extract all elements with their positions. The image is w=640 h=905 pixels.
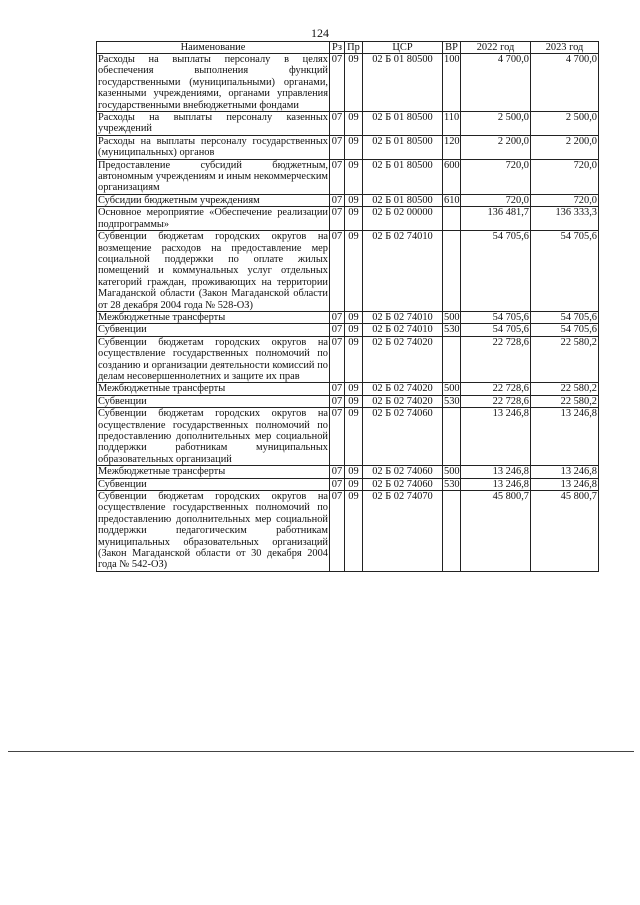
row-pr: 09 [345,135,363,159]
header-2022: 2022 год [461,42,531,54]
row-vr: 100 [443,54,461,112]
row-vr: 500 [444,311,460,323]
row-pr: 09 [345,383,363,395]
footer-divider [8,751,634,752]
row-vr: 500 [444,383,460,395]
header-name: Наименование [97,42,330,54]
row-amount-2023: 22 580,2 [531,395,599,407]
row-amount-2023: 22 580,2 [531,336,599,383]
row-name: Субвенции бюджетам городских округов на осуществление государственных полномочий по предоставлению дополнительных мер социальной поддержки работникам муниципальных образовательных организаций [98,408,328,465]
row-name: Межбюджетные трансферты [97,383,330,395]
row-pr: 09 [345,207,363,231]
row-pr: 09 [345,478,363,490]
row-vr [443,491,461,572]
row-rz: 07 [330,54,345,112]
row-vr: 110 [443,112,461,136]
row-amount-2023: 2 200,0 [531,135,599,159]
header-vr: ВР [443,42,461,54]
table-row [97,478,599,490]
row-rz: 07 [330,112,345,136]
row-rz: 07 [330,135,345,159]
row-amount-2022: 13 246,8 [461,478,531,490]
row-csr: 02 Б 02 74020 [363,395,443,407]
row-rz: 07 [330,408,345,466]
header-pr: Пр [345,42,363,54]
row-amount-2023: 4 700,0 [531,54,599,112]
header-rz: Рз [330,42,345,54]
row-pr: 09 [345,112,363,136]
row-pr: 09 [345,408,363,466]
row-amount-2022: 54 705,6 [461,231,531,312]
row-amount-2022: 22 728,6 [461,395,531,407]
row-name: Субвенции бюджетам городских округов на осуществление государственных полномочий по предоставлению дополнительных мер социальной поддержки педагогическим работникам муниципальных образовательных организаций (Закон Магаданской области от 30 декабря 2004 года № 542-ОЗ) [98,491,328,571]
row-rz: 07 [330,194,345,206]
row-name: Расходы на выплаты персоналу государственных (муниципальных) органов [98,135,328,159]
row-pr: 09 [345,324,363,336]
row-vr: 530 [444,395,460,407]
row-vr: 530 [444,478,460,490]
row-vr [443,231,461,312]
row-amount-2023: 13 246,8 [531,466,599,478]
row-csr: 02 Б 02 74010 [363,231,443,312]
row-vr [443,408,461,466]
row-csr: 02 Б 02 74010 [363,311,443,323]
budget-table [96,41,599,572]
row-rz: 07 [330,478,345,490]
row-amount-2022: 13 246,8 [461,408,531,466]
row-csr: 02 Б 01 80500 [363,135,443,159]
row-pr: 09 [345,466,363,478]
row-amount-2023: 13 246,8 [531,408,599,466]
row-csr: 02 Б 02 74010 [363,324,443,336]
table-header-row [97,42,599,54]
header-2023: 2023 год [531,42,599,54]
table-row [97,54,599,112]
row-amount-2023: 54 705,6 [531,231,599,312]
row-pr: 09 [345,159,363,194]
row-amount-2023: 45 800,7 [531,491,599,572]
row-vr: 500 [444,466,460,478]
row-amount-2023: 13 246,8 [531,478,599,490]
row-vr: 600 [443,159,461,194]
row-pr: 09 [345,231,363,312]
table-row [97,324,599,336]
table-row [97,466,599,478]
row-amount-2022: 45 800,7 [461,491,531,572]
row-csr: 02 Б 01 80500 [363,194,443,206]
row-csr: 02 Б 01 80500 [363,54,443,112]
row-csr: 02 Б 02 74070 [363,491,443,572]
row-amount-2022: 54 705,6 [461,311,531,323]
table-row [97,336,599,383]
row-amount-2023: 720,0 [531,159,599,194]
row-rz: 07 [330,207,345,231]
row-name: Субсидии бюджетным учреждениям [97,194,330,206]
row-csr: 02 Б 02 74060 [363,466,443,478]
row-amount-2022: 2 500,0 [461,112,531,136]
row-name: Расходы на выплаты персоналу казенных учреждений [98,112,328,135]
table-row [97,311,599,323]
header-csr: ЦСР [363,42,443,54]
row-amount-2023: 54 705,6 [531,311,599,323]
row-vr: 610 [444,194,460,206]
row-vr: 530 [444,324,460,336]
page-number: 124 [311,26,329,40]
row-amount-2022: 54 705,6 [461,324,531,336]
row-amount-2022: 720,0 [461,194,531,206]
table-row [97,395,599,407]
table-body [97,54,599,572]
table-row [97,112,599,136]
table-row [97,159,599,194]
row-amount-2023: 720,0 [531,194,599,206]
row-csr: 02 Б 02 74020 [363,336,443,383]
row-csr: 02 Б 02 74060 [363,478,443,490]
table-row [97,491,599,572]
row-amount-2022: 13 246,8 [461,466,531,478]
row-pr: 09 [345,311,363,323]
table-row [97,383,599,395]
row-rz: 07 [330,336,345,383]
row-vr [443,207,461,231]
table-row [97,231,599,312]
row-name: Предоставление субсидий бюджетным, автономным учреждениям и иным некоммерческим организациям [98,159,328,194]
row-amount-2023: 54 705,6 [531,324,599,336]
row-name: Межбюджетные трансферты [97,466,330,478]
row-rz: 07 [330,395,345,407]
row-name: Основное мероприятие «Обеспечение реализации подпрограммы» [98,207,328,230]
row-pr: 09 [345,491,363,572]
row-csr: 02 Б 01 80500 [363,159,443,194]
row-amount-2023: 2 500,0 [531,112,599,136]
row-csr: 02 Б 01 80500 [363,112,443,136]
row-rz: 07 [330,383,345,395]
table-row [97,207,599,231]
table-row [97,194,599,206]
row-name: Субвенции бюджетам городских округов на осуществление государственных полномочий по созданию и организации деятельности комиссий по делам несовершеннолетних и защите их прав [98,336,328,382]
row-vr [443,336,461,383]
table-row [97,408,599,466]
row-pr: 09 [345,395,363,407]
row-csr: 02 Б 02 00000 [363,207,443,231]
row-rz: 07 [330,231,345,312]
row-name: Субвенции [97,478,330,490]
row-name: Субвенции [97,324,330,336]
row-amount-2023: 136 333,3 [531,207,599,231]
row-rz: 07 [330,324,345,336]
row-rz: 07 [330,466,345,478]
row-pr: 09 [345,194,363,206]
row-amount-2022: 22 728,6 [461,336,531,383]
row-csr: 02 Б 02 74060 [363,408,443,466]
row-name: Расходы на выплаты персоналу в целях обеспечения выполнения функций государственными (муниципальными) органами, казенными учреждениями, органами управления государственными внебюджетными фондами [98,54,328,111]
row-rz: 07 [330,311,345,323]
row-rz: 07 [330,159,345,194]
row-name: Субвенции [97,395,330,407]
row-amount-2022: 22 728,6 [461,383,531,395]
row-rz: 07 [330,491,345,572]
table-row [97,135,599,159]
row-name: Межбюджетные трансферты [97,311,330,323]
row-amount-2022: 4 700,0 [461,54,531,112]
row-name: Субвенции бюджетам городских округов на возмещение расходов на предоставление мер социальной поддержки по оплате жилых помещений и коммунальных услуг отдельных категорий граждан, проживающих на территории Магаданской области (Закон Магаданской области от 28 декабря 2004 года № 528-ОЗ) [98,231,328,311]
row-pr: 09 [345,336,363,383]
row-amount-2022: 720,0 [461,159,531,194]
row-vr: 120 [443,135,461,159]
row-amount-2022: 136 481,7 [461,207,531,231]
row-pr: 09 [345,54,363,112]
row-amount-2022: 2 200,0 [461,135,531,159]
row-amount-2023: 22 580,2 [531,383,599,395]
row-csr: 02 Б 02 74020 [363,383,443,395]
